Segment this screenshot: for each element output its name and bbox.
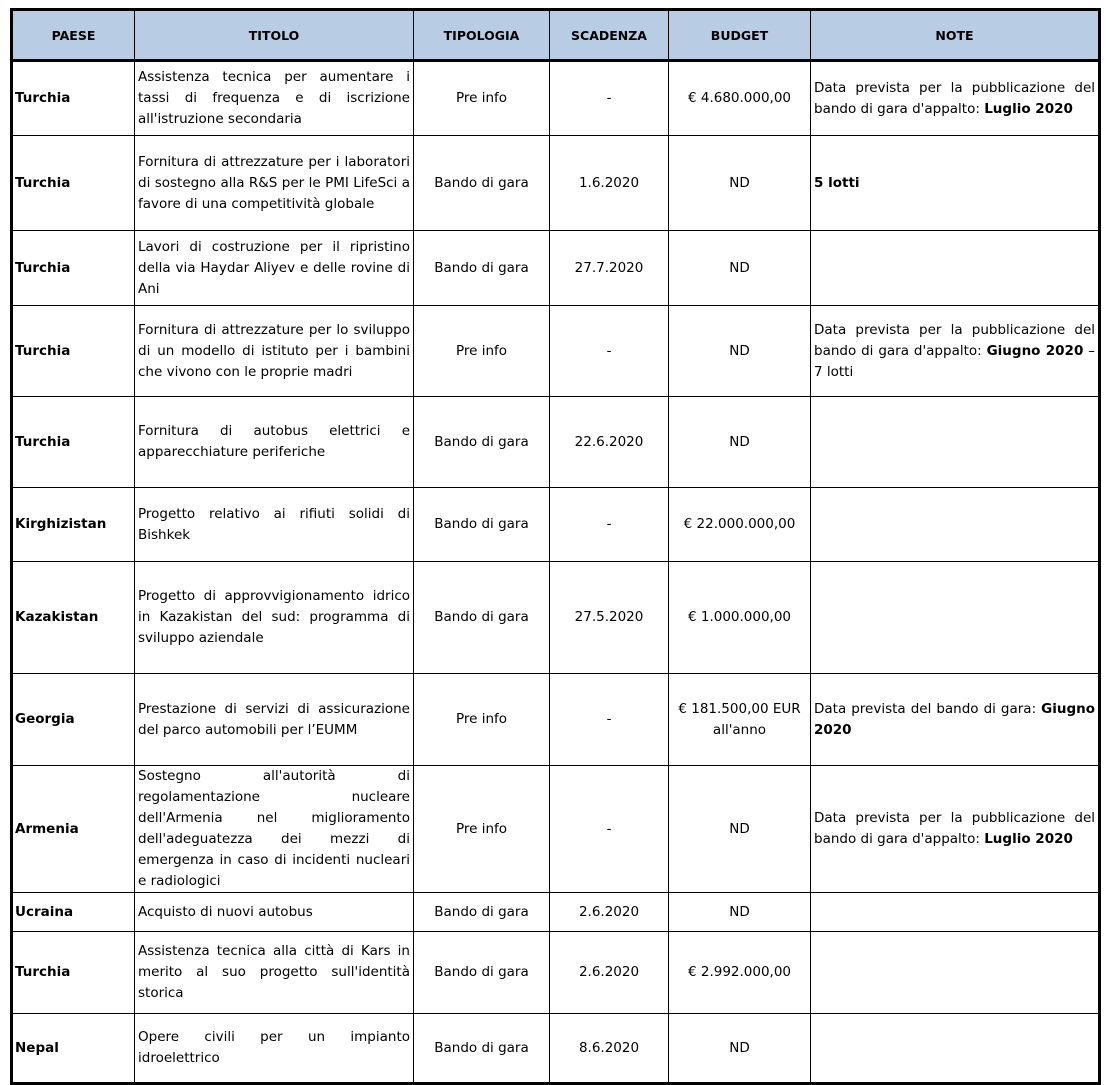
cell-budget xyxy=(669,231,811,306)
cell-budget xyxy=(669,674,811,766)
table-row xyxy=(12,306,1100,397)
note-text: Data prevista del bando di gara: xyxy=(814,700,1042,717)
cell-titolo: Fornitura di autobus elettrici e apparecchiature periferiche xyxy=(135,397,414,488)
cell-scadenza: - xyxy=(550,766,669,893)
cell-paese: Armenia xyxy=(12,766,135,893)
cell-titolo: Opere civili per un impianto idroelettrico xyxy=(135,1014,414,1084)
budget-value: € 1.000.000,00 xyxy=(687,609,792,625)
cell-paese: Turchia xyxy=(12,932,135,1014)
header-row xyxy=(12,10,1100,61)
cell-paese: Kirghizistan xyxy=(12,488,135,562)
cell-tipologia: Bando di gara xyxy=(414,231,550,306)
cell-note xyxy=(811,231,1100,306)
cell-titolo: Fornitura di attrezzature per lo sviluppo di un modello di istituto per i bambini che vivono con le proprie madri xyxy=(135,306,414,397)
cell-titolo: Lavori di costruzione per il ripristino della via Haydar Aliyev e delle rovine di Ani xyxy=(135,231,414,306)
cell-budget xyxy=(669,1014,811,1084)
header-budget: BUDGET xyxy=(669,10,811,61)
table-row xyxy=(12,61,1100,136)
cell-paese: Turchia xyxy=(12,231,135,306)
cell-paese: Turchia xyxy=(12,397,135,488)
note-bold: Luglio 2020 xyxy=(984,100,1073,117)
budget-value: ND xyxy=(729,174,750,191)
table-row xyxy=(12,893,1100,932)
cell-scadenza: 2.6.2020 xyxy=(550,932,669,1014)
note-text: Data prevista per la pubblicazione del bando di gara d'appalto: xyxy=(814,810,1095,847)
cell-titolo: Prestazione di servizi di assicurazione del parco automobili per l’EUMM xyxy=(135,674,414,766)
table-row xyxy=(12,397,1100,488)
budget-value: € 4.680.000,00 xyxy=(687,90,792,106)
cell-note xyxy=(811,397,1100,488)
cell-tipologia: Bando di gara xyxy=(414,893,550,932)
note-bold: Giugno 2020 xyxy=(986,342,1084,359)
cell-note xyxy=(811,932,1100,1014)
cell-paese: Turchia xyxy=(12,306,135,397)
budget-value: € 181.500,00 EUR xyxy=(678,700,801,717)
cell-scadenza: 27.7.2020 xyxy=(550,231,669,306)
table-row xyxy=(12,674,1100,766)
cell-titolo: Acquisto di nuovi autobus xyxy=(135,893,414,932)
budget-value: € 22.000.000,00 xyxy=(683,516,796,532)
budget-value: € 2.992.000,00 xyxy=(687,964,792,980)
cell-budget xyxy=(669,932,811,1014)
cell-tipologia: Bando di gara xyxy=(414,932,550,1014)
table-row xyxy=(12,1014,1100,1084)
cell-titolo: Fornitura di attrezzature per i laboratori di sostegno alla R&S per le PMI LifeSci a favore di una competitività globale xyxy=(135,136,414,231)
budget-value: ND xyxy=(729,433,750,450)
cell-tipologia: Pre info xyxy=(414,306,550,397)
budget-value: ND xyxy=(729,903,750,920)
table-row xyxy=(12,488,1100,562)
cell-scadenza: - xyxy=(550,306,669,397)
cell-tipologia: Bando di gara xyxy=(414,397,550,488)
cell-budget xyxy=(669,61,811,136)
table-row xyxy=(12,136,1100,231)
cell-scadenza: - xyxy=(550,61,669,136)
cell-note xyxy=(811,306,1100,397)
cell-titolo: Assistenza tecnica per aumentare i tassi di frequenza e di iscrizione all'istruzione secondaria xyxy=(135,61,414,136)
cell-budget xyxy=(669,488,811,562)
note-text: Data prevista per la pubblicazione del bando di gara d'appalto: xyxy=(814,79,1095,117)
cell-scadenza: 27.5.2020 xyxy=(550,562,669,674)
header-paese: PAESE xyxy=(12,10,135,61)
cell-note xyxy=(811,136,1100,231)
cell-note xyxy=(811,61,1100,136)
cell-note xyxy=(811,488,1100,562)
cell-paese: Georgia xyxy=(12,674,135,766)
header-tipologia: TIPOLOGIA xyxy=(414,10,550,61)
budget-value: ND xyxy=(729,342,750,359)
cell-budget xyxy=(669,562,811,674)
cell-titolo: Progetto relativo ai rifiuti solidi di Bishkek xyxy=(135,488,414,562)
cell-titolo: Sostegno all'autorità di regolamentazione nucleare dell'Armenia nel miglioramento dell'adeguatezza dei mezzi di emergenza in caso di incidenti nucleari e radiologici xyxy=(135,766,414,893)
budget-value: ND xyxy=(729,820,750,837)
cell-scadenza: 1.6.2020 xyxy=(550,136,669,231)
cell-note xyxy=(811,674,1100,766)
note-bold: Giugno 2020 xyxy=(814,700,1095,738)
cell-note xyxy=(811,766,1100,893)
cell-paese: Turchia xyxy=(12,61,135,136)
cell-note xyxy=(811,893,1100,932)
table-row xyxy=(12,562,1100,674)
cell-tipologia: Bando di gara xyxy=(414,1014,550,1084)
cell-titolo: Progetto di approvvigionamento idrico in Kazakistan del sud: programma di sviluppo aziendale xyxy=(135,562,414,674)
cell-budget xyxy=(669,766,811,893)
table-row xyxy=(12,231,1100,306)
budget-value: ND xyxy=(729,259,750,276)
cell-scadenza: 2.6.2020 xyxy=(550,893,669,932)
cell-titolo: Assistenza tecnica alla città di Kars in merito al suo progetto sull'identità storica xyxy=(135,932,414,1014)
budget-sub: all'anno xyxy=(712,721,767,738)
budget-value: ND xyxy=(729,1039,750,1056)
cell-tipologia: Pre info xyxy=(414,674,550,766)
cell-paese: Nepal xyxy=(12,1014,135,1084)
tenders-table xyxy=(10,8,1101,1085)
note-after: – 7 lotti xyxy=(814,342,1095,380)
table-row xyxy=(12,932,1100,1014)
cell-tipologia: Pre info xyxy=(414,766,550,893)
table-row xyxy=(12,766,1100,893)
header-titolo: TITOLO xyxy=(135,10,414,61)
header-note: NOTE xyxy=(811,10,1100,61)
cell-tipologia: Bando di gara xyxy=(414,136,550,231)
cell-paese: Ucraina xyxy=(12,893,135,932)
cell-tipologia: Bando di gara xyxy=(414,562,550,674)
note-bold: 5 lotti xyxy=(814,174,860,191)
cell-scadenza: 8.6.2020 xyxy=(550,1014,669,1084)
cell-budget xyxy=(669,136,811,231)
cell-note xyxy=(811,1014,1100,1084)
cell-tipologia: Bando di gara xyxy=(414,488,550,562)
cell-budget xyxy=(669,306,811,397)
cell-scadenza: - xyxy=(550,674,669,766)
cell-paese: Kazakistan xyxy=(12,562,135,674)
cell-budget xyxy=(669,397,811,488)
note-bold: Luglio 2020 xyxy=(984,831,1073,847)
cell-note xyxy=(811,562,1100,674)
cell-scadenza: - xyxy=(550,488,669,562)
note-text: Data prevista per la pubblicazione del bando di gara d'appalto: xyxy=(814,321,1095,359)
cell-tipologia: Pre info xyxy=(414,61,550,136)
header-scadenza: SCADENZA xyxy=(550,10,669,61)
cell-paese: Turchia xyxy=(12,136,135,231)
cell-budget xyxy=(669,893,811,932)
cell-scadenza: 22.6.2020 xyxy=(550,397,669,488)
